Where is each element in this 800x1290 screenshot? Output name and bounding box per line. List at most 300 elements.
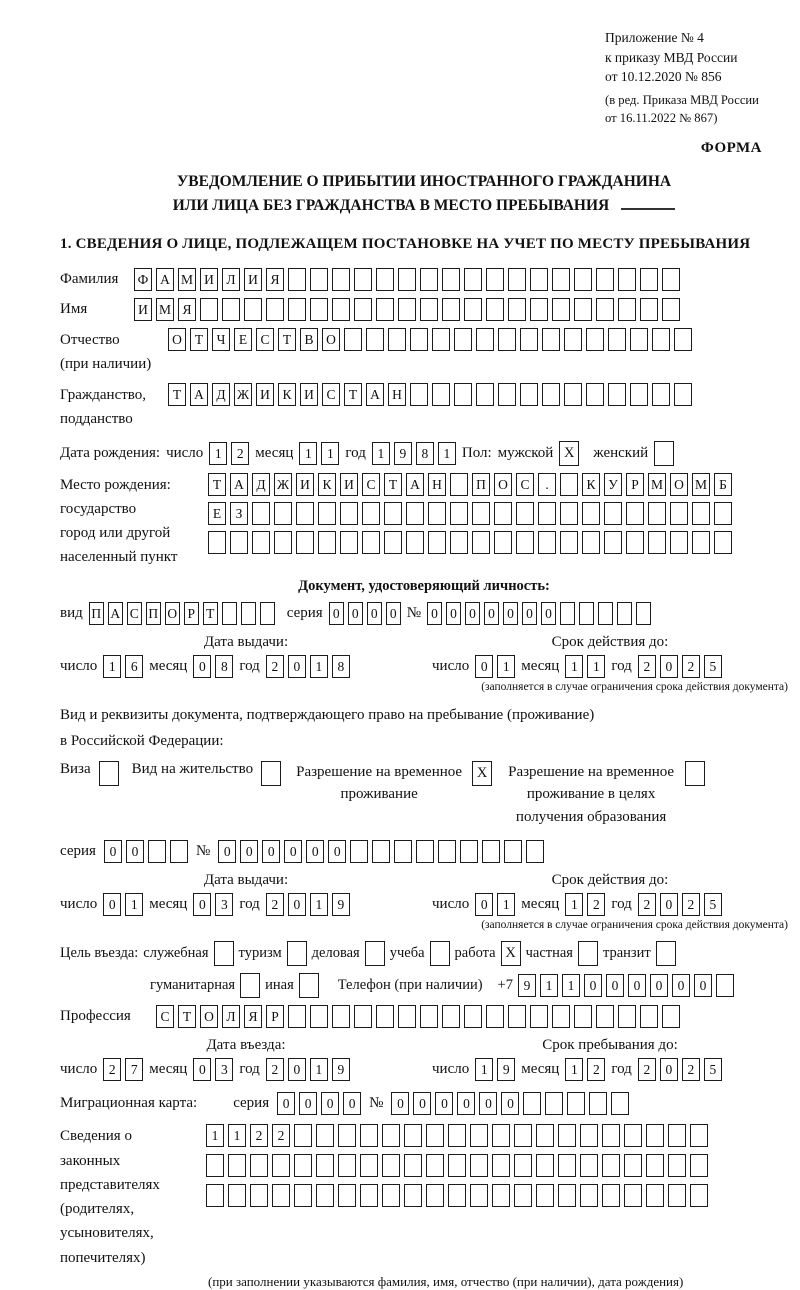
char-cell: 1 xyxy=(497,893,515,916)
identity-doc-heading: Документ, удостоверяющий личность: xyxy=(298,578,550,595)
year-label: год xyxy=(239,896,260,913)
char-cell: 0 xyxy=(501,1092,519,1115)
char-cell: X xyxy=(501,941,521,966)
char-cell: 1 xyxy=(209,442,227,465)
char-cell xyxy=(604,531,622,554)
char-cell xyxy=(626,531,644,554)
char-cell: А xyxy=(406,473,424,496)
char-cell xyxy=(416,840,434,863)
appendix-line-2: к приказу МВД России xyxy=(605,49,738,65)
char-cell xyxy=(596,268,614,291)
form-title-line2-wrap xyxy=(60,194,788,218)
char-cell: 0 xyxy=(672,974,690,997)
stay-month xyxy=(565,1058,605,1081)
char-cell xyxy=(530,298,548,321)
char-cell: 0 xyxy=(628,974,646,997)
char-cell xyxy=(99,761,119,786)
identity-valid-year xyxy=(638,655,722,678)
char-cell: 0 xyxy=(343,1092,361,1115)
char-cell xyxy=(340,531,358,554)
char-cell xyxy=(486,268,504,291)
char-cell xyxy=(662,1005,680,1028)
char-cell: 0 xyxy=(328,840,346,863)
char-cell xyxy=(420,298,438,321)
char-cell xyxy=(674,383,692,406)
char-cell xyxy=(288,268,306,291)
char-cell xyxy=(398,1005,416,1028)
char-cell xyxy=(692,502,710,525)
char-cell: 1 xyxy=(540,974,558,997)
char-cell: 0 xyxy=(475,893,493,916)
char-cell xyxy=(516,502,534,525)
char-cell: И xyxy=(256,383,274,406)
residence-valid-month xyxy=(565,893,605,916)
char-cell xyxy=(596,298,614,321)
char-cell: 9 xyxy=(518,974,536,997)
char-cell: Д xyxy=(212,383,230,406)
char-cell: 2 xyxy=(231,442,249,465)
char-cell: X xyxy=(559,441,579,466)
char-cell xyxy=(438,840,456,863)
form-title xyxy=(60,170,788,218)
char-cell xyxy=(250,1184,268,1207)
char-cell: . xyxy=(538,473,556,496)
char-cell xyxy=(692,531,710,554)
entry-day xyxy=(103,1058,143,1081)
char-cell: И xyxy=(340,473,358,496)
purpose-work-label: работа xyxy=(454,945,496,962)
citizenship-label-line2: подданство xyxy=(60,411,133,428)
char-cell xyxy=(560,502,578,525)
char-cell: 0 xyxy=(391,1092,409,1115)
char-cell xyxy=(648,502,666,525)
char-cell: 2 xyxy=(682,1058,700,1081)
char-cell: Я xyxy=(244,1005,262,1028)
char-cell: 1 xyxy=(206,1124,224,1147)
char-cell xyxy=(630,328,648,351)
char-cell xyxy=(508,298,526,321)
char-cell xyxy=(228,1154,246,1177)
char-cell xyxy=(460,840,478,863)
day-label: число xyxy=(60,896,98,913)
char-cell: У xyxy=(604,473,622,496)
char-cell: 5 xyxy=(704,1058,722,1081)
blank-underline xyxy=(621,196,675,210)
char-cell xyxy=(640,268,658,291)
char-cell xyxy=(228,1184,246,1207)
residence-number-label: № xyxy=(195,843,211,860)
identity-issue-year xyxy=(266,655,350,678)
char-cell: 1 xyxy=(565,655,583,678)
char-cell xyxy=(362,531,380,554)
representatives-label xyxy=(60,1124,200,1270)
char-cell: 0 xyxy=(541,602,556,625)
section1-heading: 1. СВЕДЕНИЯ О ЛИЦЕ, ПОДЛЕЖАЩЕМ ПОСТАНОВКЕ НА УЧЕТ ПО МЕСТУ ПРЕБЫВАНИЯ xyxy=(60,236,751,253)
char-cell xyxy=(536,1124,554,1147)
representatives-label-line4: (родителях, xyxy=(60,1201,135,1218)
birthplace-label-line2: государство xyxy=(60,501,137,518)
birthplace-row3-cells xyxy=(208,531,732,554)
char-cell xyxy=(618,298,636,321)
name-label: Имя xyxy=(60,301,88,318)
char-cell xyxy=(536,1154,554,1177)
residence-series-row xyxy=(60,840,788,863)
char-cell xyxy=(170,840,188,863)
citizenship-label-line1: Гражданство, xyxy=(60,387,147,404)
profession-cells xyxy=(156,1005,680,1028)
char-cell xyxy=(470,1124,488,1147)
year-label: год xyxy=(611,1061,632,1078)
representatives-block xyxy=(60,1124,788,1270)
purpose-official-checkbox xyxy=(214,941,234,966)
purpose-humanitarian-checkbox xyxy=(240,973,260,998)
char-cell xyxy=(560,602,575,625)
char-cell xyxy=(514,1124,532,1147)
char-cell xyxy=(318,531,336,554)
purpose-other-checkbox xyxy=(299,973,319,998)
residence-series-cells xyxy=(104,840,188,863)
char-cell xyxy=(486,298,504,321)
char-cell: 3 xyxy=(215,893,233,916)
char-cell: 0 xyxy=(104,840,122,863)
migration-number-label: № xyxy=(369,1095,384,1112)
char-cell xyxy=(690,1124,708,1147)
identity-valid-month xyxy=(565,655,605,678)
char-cell xyxy=(656,941,676,966)
citizenship-row xyxy=(60,383,788,431)
char-cell xyxy=(338,1124,356,1147)
char-cell: С xyxy=(256,328,274,351)
char-cell xyxy=(578,941,598,966)
char-cell xyxy=(630,383,648,406)
char-cell: О xyxy=(165,602,180,625)
char-cell xyxy=(668,1124,686,1147)
char-cell: Ф xyxy=(134,268,152,291)
identity-issue-line xyxy=(60,655,432,678)
purpose-tourism-label: туризм xyxy=(238,945,282,962)
option-visa xyxy=(60,761,119,786)
char-cell xyxy=(558,1184,576,1207)
residence-issue-month xyxy=(193,893,233,916)
char-cell: 1 xyxy=(228,1124,246,1147)
doc-number-cells xyxy=(427,602,651,625)
char-cell xyxy=(299,973,319,998)
char-cell xyxy=(508,268,526,291)
char-cell: 0 xyxy=(660,655,678,678)
char-cell xyxy=(574,268,592,291)
char-cell xyxy=(670,531,688,554)
char-cell: А xyxy=(366,383,384,406)
birthdate-label: Дата рождения: xyxy=(60,445,161,462)
char-cell xyxy=(266,298,284,321)
char-cell xyxy=(580,1124,598,1147)
year-label: год xyxy=(239,658,260,675)
option-temp-residence-edu xyxy=(505,761,705,829)
char-cell: П xyxy=(472,473,490,496)
char-cell: 6 xyxy=(125,655,143,678)
purpose-other-label: иная xyxy=(265,977,294,994)
char-cell xyxy=(662,268,680,291)
char-cell xyxy=(608,383,626,406)
char-cell: 2 xyxy=(682,893,700,916)
char-cell xyxy=(274,502,292,525)
char-cell xyxy=(714,502,732,525)
char-cell xyxy=(646,1124,664,1147)
char-cell xyxy=(372,840,390,863)
char-cell xyxy=(398,268,416,291)
birthplace-block xyxy=(60,473,788,569)
char-cell xyxy=(508,1005,526,1028)
char-cell: 0 xyxy=(475,655,493,678)
char-cell: 2 xyxy=(638,655,656,678)
char-cell xyxy=(382,1124,400,1147)
surname-row xyxy=(60,268,788,291)
citizenship-label xyxy=(60,383,160,431)
char-cell: 1 xyxy=(497,655,515,678)
representatives-row2-cells xyxy=(206,1154,708,1177)
representatives-label-line2: законных xyxy=(60,1152,121,1169)
birthdate-row xyxy=(60,441,788,466)
char-cell: 0 xyxy=(660,893,678,916)
char-cell: Ч xyxy=(212,328,230,351)
month-label: месяц xyxy=(521,896,560,913)
char-cell xyxy=(520,328,538,351)
char-cell xyxy=(586,383,604,406)
birth-day-cells xyxy=(209,442,249,465)
char-cell xyxy=(538,531,556,554)
char-cell xyxy=(586,328,604,351)
purpose-study-checkbox xyxy=(430,941,450,966)
appendix-line-3: от 10.12.2020 № 856 xyxy=(605,69,722,85)
identity-valid-line xyxy=(432,655,788,678)
char-cell: П xyxy=(89,602,104,625)
char-cell: 2 xyxy=(638,893,656,916)
char-cell xyxy=(476,383,494,406)
char-cell xyxy=(454,328,472,351)
char-cell: С xyxy=(322,383,340,406)
char-cell: М xyxy=(648,473,666,496)
doc-series-cells xyxy=(329,602,401,625)
char-cell xyxy=(464,268,482,291)
char-cell xyxy=(542,328,560,351)
char-cell xyxy=(602,1154,620,1177)
representatives-label-line3: представителях xyxy=(60,1176,160,1193)
char-cell: 1 xyxy=(310,893,328,916)
char-cell xyxy=(260,602,275,625)
char-cell xyxy=(365,941,385,966)
purpose-private-checkbox xyxy=(578,941,598,966)
char-cell xyxy=(530,268,548,291)
phone-cells xyxy=(518,974,734,997)
char-cell: 0 xyxy=(446,602,461,625)
option-temp-residence xyxy=(294,761,492,806)
char-cell: 1 xyxy=(103,655,121,678)
char-cell xyxy=(376,1005,394,1028)
char-cell xyxy=(486,1005,504,1028)
migration-card-row xyxy=(60,1092,788,1115)
char-cell: 0 xyxy=(218,840,236,863)
limit-note: (заполняется в случае ограничения срока действия документа) xyxy=(481,681,788,694)
char-cell xyxy=(448,1184,466,1207)
patronymic-cells xyxy=(168,328,692,351)
char-cell xyxy=(274,531,292,554)
char-cell xyxy=(580,1184,598,1207)
char-cell xyxy=(338,1184,356,1207)
birthplace-label-line4: населенный пункт xyxy=(60,549,178,566)
char-cell xyxy=(476,328,494,351)
char-cell xyxy=(200,298,218,321)
patronymic-label xyxy=(60,328,160,376)
char-cell: 0 xyxy=(240,840,258,863)
limit-note: (заполняется в случае ограничения срока действия документа) xyxy=(481,919,788,932)
char-cell: 3 xyxy=(215,1058,233,1081)
doc-kind-cells xyxy=(89,602,275,625)
char-cell xyxy=(567,1092,585,1115)
purpose-business-label: деловая xyxy=(311,945,360,962)
char-cell xyxy=(404,1124,422,1147)
char-cell xyxy=(470,1184,488,1207)
sex-male-label: мужской xyxy=(497,445,554,462)
day-label: число xyxy=(60,1061,98,1078)
char-cell: 0 xyxy=(103,893,121,916)
char-cell: 0 xyxy=(650,974,668,997)
appendix-line-5: от 16.11.2022 № 867) xyxy=(605,110,718,125)
char-cell: Л xyxy=(222,268,240,291)
residence-doc-intro-line1: Вид и реквизиты документа, подтверждающего право на пребывание (проживание) xyxy=(60,707,595,724)
char-cell xyxy=(296,531,314,554)
char-cell xyxy=(316,1124,334,1147)
phone-prefix: +7 xyxy=(497,977,513,994)
char-cell xyxy=(624,1124,642,1147)
char-cell xyxy=(574,1005,592,1028)
char-cell xyxy=(494,502,512,525)
char-cell xyxy=(310,1005,328,1028)
char-cell: К xyxy=(318,473,336,496)
entry-dates xyxy=(60,1037,788,1081)
char-cell xyxy=(640,1005,658,1028)
entry-purpose-row2 xyxy=(150,973,788,998)
option-residence-permit xyxy=(132,761,281,786)
char-cell xyxy=(646,1184,664,1207)
char-cell xyxy=(464,298,482,321)
char-cell xyxy=(376,298,394,321)
char-cell xyxy=(240,973,260,998)
char-cell xyxy=(406,531,424,554)
birthplace-cells xyxy=(208,473,732,554)
char-cell xyxy=(472,502,490,525)
representatives-label-line6: попечителях) xyxy=(60,1249,146,1266)
issue-date-heading: Дата выдачи: xyxy=(203,872,289,889)
char-cell: А xyxy=(108,602,123,625)
residence-options xyxy=(60,761,788,829)
char-cell: 1 xyxy=(125,893,143,916)
char-cell xyxy=(582,502,600,525)
option-visa-checkbox xyxy=(99,761,119,786)
char-cell xyxy=(514,1154,532,1177)
purpose-study-label: учеба xyxy=(389,945,425,962)
char-cell xyxy=(608,328,626,351)
representatives-note: (при заполнении указываются фамилия, имя, отчество (при наличии), дата рождения) xyxy=(208,1274,684,1289)
entry-month xyxy=(193,1058,233,1081)
purpose-official-label: служебная xyxy=(143,945,209,962)
char-cell xyxy=(602,1124,620,1147)
issue-date-heading: Дата выдачи: xyxy=(203,634,289,651)
purpose-business-checkbox xyxy=(365,941,385,966)
char-cell: 9 xyxy=(497,1058,515,1081)
doc-series-label: серия xyxy=(286,605,323,622)
sex-label: Пол: xyxy=(461,445,492,462)
char-cell xyxy=(148,840,166,863)
residence-doc-intro-line2: в Российской Федерации: xyxy=(60,733,224,750)
char-cell xyxy=(552,1005,570,1028)
residence-number-cells xyxy=(218,840,544,863)
profession-row xyxy=(60,1005,788,1028)
phone-label: Телефон (при наличии) xyxy=(337,977,483,994)
identity-valid-day xyxy=(475,655,515,678)
day-label: число xyxy=(166,445,204,462)
stay-day xyxy=(475,1058,515,1081)
residence-valid-line xyxy=(432,893,788,916)
char-cell xyxy=(296,502,314,525)
char-cell xyxy=(662,298,680,321)
char-cell: 8 xyxy=(416,442,434,465)
char-cell: Р xyxy=(626,473,644,496)
char-cell xyxy=(382,1154,400,1177)
residence-doc-dates xyxy=(60,872,788,931)
entry-date-line xyxy=(60,1058,432,1081)
char-cell xyxy=(340,502,358,525)
char-cell xyxy=(332,1005,350,1028)
char-cell xyxy=(470,1154,488,1177)
char-cell xyxy=(624,1184,642,1207)
char-cell xyxy=(394,840,412,863)
char-cell: 1 xyxy=(587,655,605,678)
month-label: месяц xyxy=(521,1061,560,1078)
char-cell: 0 xyxy=(694,974,712,997)
day-label: число xyxy=(432,896,470,913)
char-cell xyxy=(617,602,632,625)
char-cell xyxy=(442,298,460,321)
residence-issue-day xyxy=(103,893,143,916)
year-label: год xyxy=(611,658,632,675)
char-cell: С xyxy=(156,1005,174,1028)
patronymic-row xyxy=(60,328,788,376)
char-cell: 0 xyxy=(193,1058,211,1081)
char-cell xyxy=(624,1154,642,1177)
char-cell xyxy=(384,502,402,525)
char-cell xyxy=(287,941,307,966)
char-cell: Н xyxy=(388,383,406,406)
entry-date-col xyxy=(60,1037,432,1081)
char-cell: И xyxy=(300,383,318,406)
char-cell: С xyxy=(127,602,142,625)
char-cell: 1 xyxy=(310,655,328,678)
char-cell: Т xyxy=(190,328,208,351)
residence-valid-year xyxy=(638,893,722,916)
char-cell: О xyxy=(494,473,512,496)
char-cell: 9 xyxy=(332,1058,350,1081)
char-cell xyxy=(388,328,406,351)
char-cell xyxy=(426,1154,444,1177)
char-cell: 1 xyxy=(475,1058,493,1081)
char-cell: 2 xyxy=(250,1124,268,1147)
char-cell xyxy=(332,268,350,291)
char-cell xyxy=(432,328,450,351)
identity-issue-col xyxy=(60,634,432,693)
char-cell: 0 xyxy=(321,1092,339,1115)
char-cell xyxy=(448,1124,466,1147)
char-cell: 0 xyxy=(479,1092,497,1115)
